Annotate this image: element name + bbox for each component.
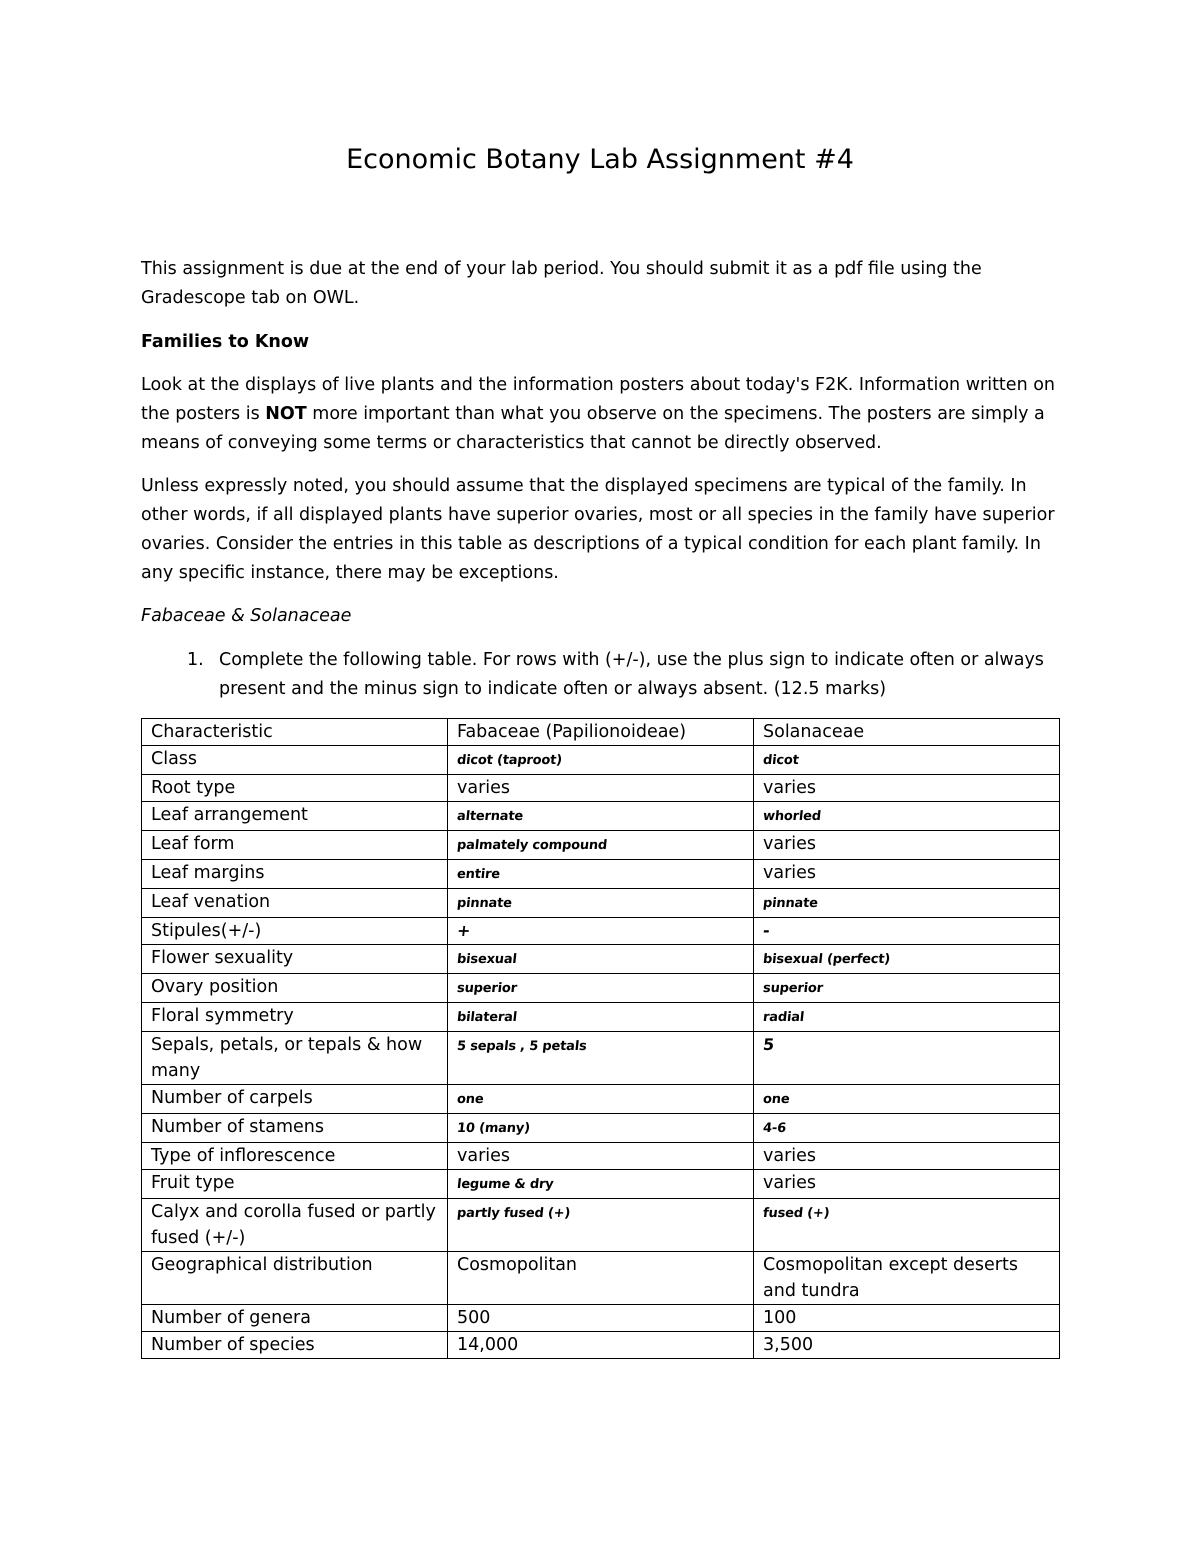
- intro-paragraph: This assignment is due at the end of your lab period. You should submit it as a pdf file using the Gradescope tab on OWL.: [141, 259, 982, 308]
- handwritten-answer: bilateral: [456, 1010, 518, 1025]
- handwritten-answer: legume & dry: [456, 1177, 555, 1192]
- table-row: [142, 1032, 1060, 1085]
- characteristics-table: [141, 718, 1060, 1359]
- table-row: [142, 1252, 1060, 1305]
- solanaceae-answer-cell: [754, 945, 1060, 974]
- table-row: [142, 802, 1060, 831]
- solanaceae-answer-cell: [754, 1085, 1060, 1114]
- row-label-cell: Root type: [142, 775, 448, 802]
- solanaceae-answer-cell: [754, 974, 1060, 1003]
- handwritten-answer: 4-6: [762, 1121, 787, 1136]
- families-subheading: Fabaceae & Solanaceae: [141, 606, 352, 626]
- fabaceae-answer-cell: [448, 1003, 754, 1032]
- solanaceae-answer-cell: [754, 1114, 1060, 1143]
- row-label-cell: Number of genera: [142, 1305, 448, 1332]
- handwritten-answer: whorled: [762, 809, 822, 824]
- fabaceae-answer-cell: [448, 1114, 754, 1143]
- assumptions-paragraph: Unless expressly noted, you should assume that the displayed specimens are typical of the family. In other words, if all displayed plants have superior ovaries, most or all species in the family have superior ovaries. Consider the entries in this table as descriptions of a typical condition for each plant family. In any specific instance, there may be exceptions.: [141, 476, 1055, 583]
- handwritten-answer: 5: [762, 1035, 775, 1054]
- handwritten-answer: superior: [456, 981, 518, 996]
- solanaceae-answer-cell: [754, 889, 1060, 918]
- solanaceae-answer-cell: 3,500: [754, 1332, 1060, 1359]
- table-row: [142, 831, 1060, 860]
- row-label-cell: Leaf venation: [142, 889, 448, 918]
- fabaceae-answer-cell: [448, 1085, 754, 1114]
- row-label-cell: Type of inflorescence: [142, 1143, 448, 1170]
- table-row: [142, 1085, 1060, 1114]
- fabaceae-answer-cell: Cosmopolitan: [448, 1252, 754, 1305]
- question-text: Complete the following table. For rows with (+/-), use the plus sign to indicate often or always present and the minus sign to indicate often or always absent. (12.5 marks): [219, 650, 1044, 699]
- handwritten-answer: one: [456, 1092, 485, 1107]
- row-label-cell: Fruit type: [142, 1170, 448, 1199]
- solanaceae-answer-cell: varies: [754, 831, 1060, 860]
- handwritten-answer: dicot: [762, 753, 800, 768]
- row-label-cell: Leaf margins: [142, 860, 448, 889]
- table-row: [142, 918, 1060, 945]
- handwritten-answer: +: [456, 921, 472, 940]
- section-heading: Families to Know: [141, 332, 310, 352]
- table-row: [142, 1199, 1060, 1252]
- row-label-cell: Number of species: [142, 1332, 448, 1359]
- solanaceae-answer-cell: varies: [754, 860, 1060, 889]
- table-header-row: [142, 719, 1060, 746]
- handwritten-answer: fused (+): [762, 1206, 831, 1221]
- fabaceae-answer-cell: [448, 1032, 754, 1085]
- handwritten-answer: radial: [762, 1010, 805, 1025]
- handwritten-answer: -: [762, 921, 771, 940]
- solanaceae-answer-cell: varies: [754, 775, 1060, 802]
- table-row: [142, 1332, 1060, 1359]
- handwritten-answer: bisexual: [456, 952, 518, 967]
- instructions-paragraph: [141, 371, 1066, 458]
- table-row: [142, 746, 1060, 775]
- header-cell-fabaceae: Fabaceae (Papilionoideae): [448, 719, 754, 746]
- handwritten-answer: entire: [456, 867, 501, 882]
- handwritten-answer: pinnate: [762, 896, 819, 911]
- table-row: [142, 974, 1060, 1003]
- solanaceae-answer-cell: 100: [754, 1305, 1060, 1332]
- handwritten-answer: superior: [762, 981, 824, 996]
- question-number: 1.: [187, 650, 204, 670]
- fabaceae-answer-cell: 500: [448, 1305, 754, 1332]
- fabaceae-answer-cell: [448, 889, 754, 918]
- row-label-cell: Leaf form: [142, 831, 448, 860]
- table-row: [142, 889, 1060, 918]
- solanaceae-answer-cell: [754, 1003, 1060, 1032]
- handwritten-answer: bisexual (perfect): [762, 952, 891, 967]
- solanaceae-answer-cell: varies: [754, 1143, 1060, 1170]
- page-title: Economic Botany Lab Assignment #4: [346, 144, 854, 175]
- row-label-cell: Flower sexuality: [142, 945, 448, 974]
- handwritten-answer: alternate: [456, 809, 524, 824]
- instructions-text-a: Look at the displays of live plants and the information posters about today's F2K. Information written on the posters is: [141, 375, 1056, 424]
- row-label-cell: Number of stamens: [142, 1114, 448, 1143]
- row-label-cell: Number of carpels: [142, 1085, 448, 1114]
- handwritten-answer: 5 sepals , 5 petals: [456, 1039, 588, 1054]
- solanaceae-answer-cell: [754, 802, 1060, 831]
- solanaceae-answer-cell: Cosmopolitan except deserts and tundra: [754, 1252, 1060, 1305]
- solanaceae-answer-cell: varies: [754, 1170, 1060, 1199]
- fabaceae-answer-cell: [448, 802, 754, 831]
- handwritten-answer: palmately compound: [456, 838, 608, 853]
- fabaceae-answer-cell: [448, 1170, 754, 1199]
- solanaceae-answer-cell: [754, 1199, 1060, 1252]
- handwritten-answer: one: [762, 1092, 791, 1107]
- fabaceae-answer-cell: [448, 746, 754, 775]
- row-label-cell: Leaf arrangement: [142, 802, 448, 831]
- table-row: [142, 860, 1060, 889]
- table-row: [142, 945, 1060, 974]
- handwritten-answer: pinnate: [456, 896, 513, 911]
- table-row: [142, 775, 1060, 802]
- header-cell-characteristic: Characteristic: [142, 719, 448, 746]
- fabaceae-answer-cell: [448, 918, 754, 945]
- fabaceae-answer-cell: 14,000: [448, 1332, 754, 1359]
- solanaceae-answer-cell: [754, 1032, 1060, 1085]
- instructions-bold-word: NOT: [265, 404, 307, 424]
- row-label-cell: Floral symmetry: [142, 1003, 448, 1032]
- handwritten-answer: 10 (many): [456, 1121, 531, 1136]
- row-label-cell: Class: [142, 746, 448, 775]
- solanaceae-answer-cell: [754, 918, 1060, 945]
- row-label-cell: Geographical distribution: [142, 1252, 448, 1305]
- row-label-cell: Calyx and corolla fused or partly fused (+/-): [142, 1199, 448, 1252]
- fabaceae-answer-cell: [448, 1199, 754, 1252]
- table-row: [142, 1143, 1060, 1170]
- table-row: [142, 1003, 1060, 1032]
- table-row: [142, 1305, 1060, 1332]
- table-row: [142, 1114, 1060, 1143]
- row-label-cell: Sepals, petals, or tepals & how many: [142, 1032, 448, 1085]
- fabaceae-answer-cell: [448, 831, 754, 860]
- fabaceae-answer-cell: [448, 860, 754, 889]
- instructions-text-b: more important than what you observe on the specimens. The posters are simply a means of conveying some terms or characteristics that cannot be directly observed.: [141, 404, 1045, 453]
- row-label-cell: Ovary position: [142, 974, 448, 1003]
- fabaceae-answer-cell: [448, 974, 754, 1003]
- row-label-cell: Stipules(+/-): [142, 918, 448, 945]
- fabaceae-answer-cell: [448, 945, 754, 974]
- solanaceae-answer-cell: [754, 746, 1060, 775]
- header-cell-solanaceae: Solanaceae: [754, 719, 1060, 746]
- table-row: [142, 1170, 1060, 1199]
- handwritten-answer: dicot (taproot): [456, 753, 563, 768]
- handwritten-answer: partly fused (+): [456, 1206, 571, 1221]
- fabaceae-answer-cell: varies: [448, 775, 754, 802]
- fabaceae-answer-cell: varies: [448, 1143, 754, 1170]
